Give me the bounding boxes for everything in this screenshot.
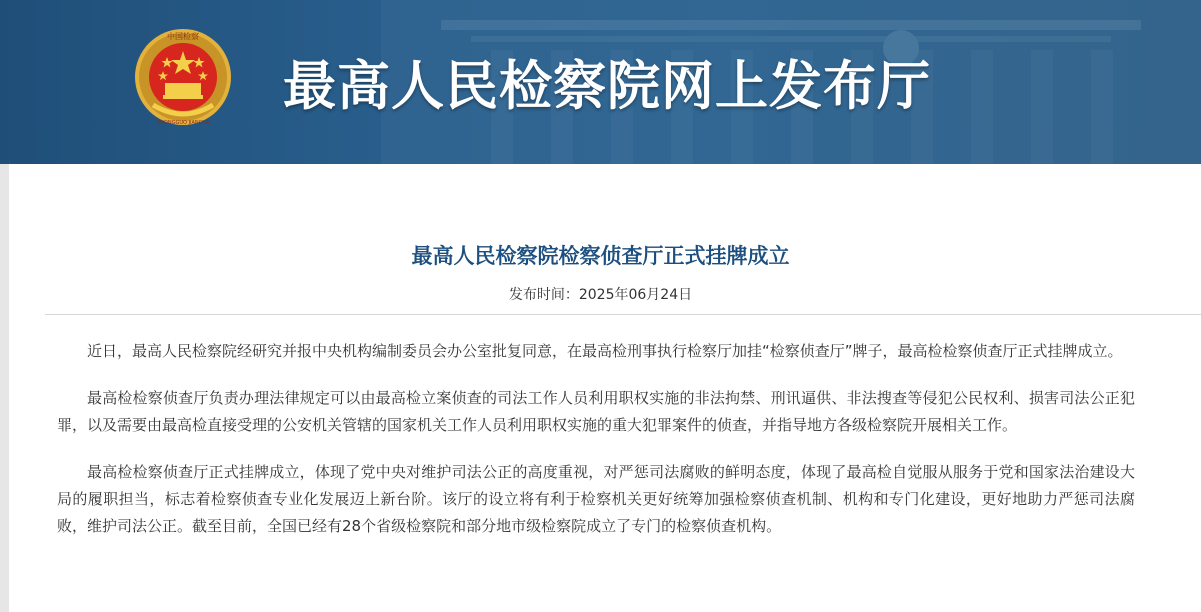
article-paragraph: 近日，最高人民检察院经研究并报中央机构编制委员会办公室批复同意，在最高检刑事执行检察厅加挂“检察侦查厅”牌子，最高检检察侦查厅正式挂牌成立。	[87, 342, 1123, 360]
site-title: 最高人民检察院网上发布厅	[283, 55, 931, 117]
article-body	[57, 338, 1135, 560]
site-banner	[0, 0, 1201, 164]
title-divider	[45, 314, 1201, 315]
svg-text:中国检察: 中国检察	[167, 32, 199, 41]
left-margin-strip	[0, 164, 9, 612]
procuratorate-emblem-icon	[133, 27, 233, 129]
publish-date: 2025年06月24日	[578, 287, 693, 303]
publish-info	[0, 284, 1201, 304]
article-paragraph: 最高检检察侦查厅正式挂牌成立，体现了党中央对维护司法公正的高度重视，对严惩司法腐败的鲜明态度，体现了最高检自觉服从服务于党和国家法治建设大局的履职担当，标志着检察侦查专业化发展迈上新台阶。该厅的设立将有利于检察机关更好统筹加强检察侦查机制、机构和专门化建设，更好地助力严惩司法腐败，维护司法公正。截至目前，全国已经有28个省级检察院和部分地市级检察院成立了专门的检察侦查机构。	[57, 463, 1135, 535]
svg-text:ZHONGGUO JIANCHA: ZHONGGUO JIANCHA	[156, 120, 210, 126]
article-paragraph: 最高检检察侦查厅负责办理法律规定可以由最高检立案侦查的司法工作人员利用职权实施的非法拘禁、刑讯逼供、非法搜查等侵犯公民权利、损害司法公正犯罪，以及需要由最高检直接受理的公安机关管辖的国家机关工作人员利用职权实施的重大犯罪案件的侦查，并指导地方各级检察院开展相关工作。	[57, 389, 1135, 434]
publish-label: 发布时间：	[508, 287, 579, 303]
article-title: 最高人民检察院检察侦查厅正式挂牌成立	[411, 244, 790, 268]
